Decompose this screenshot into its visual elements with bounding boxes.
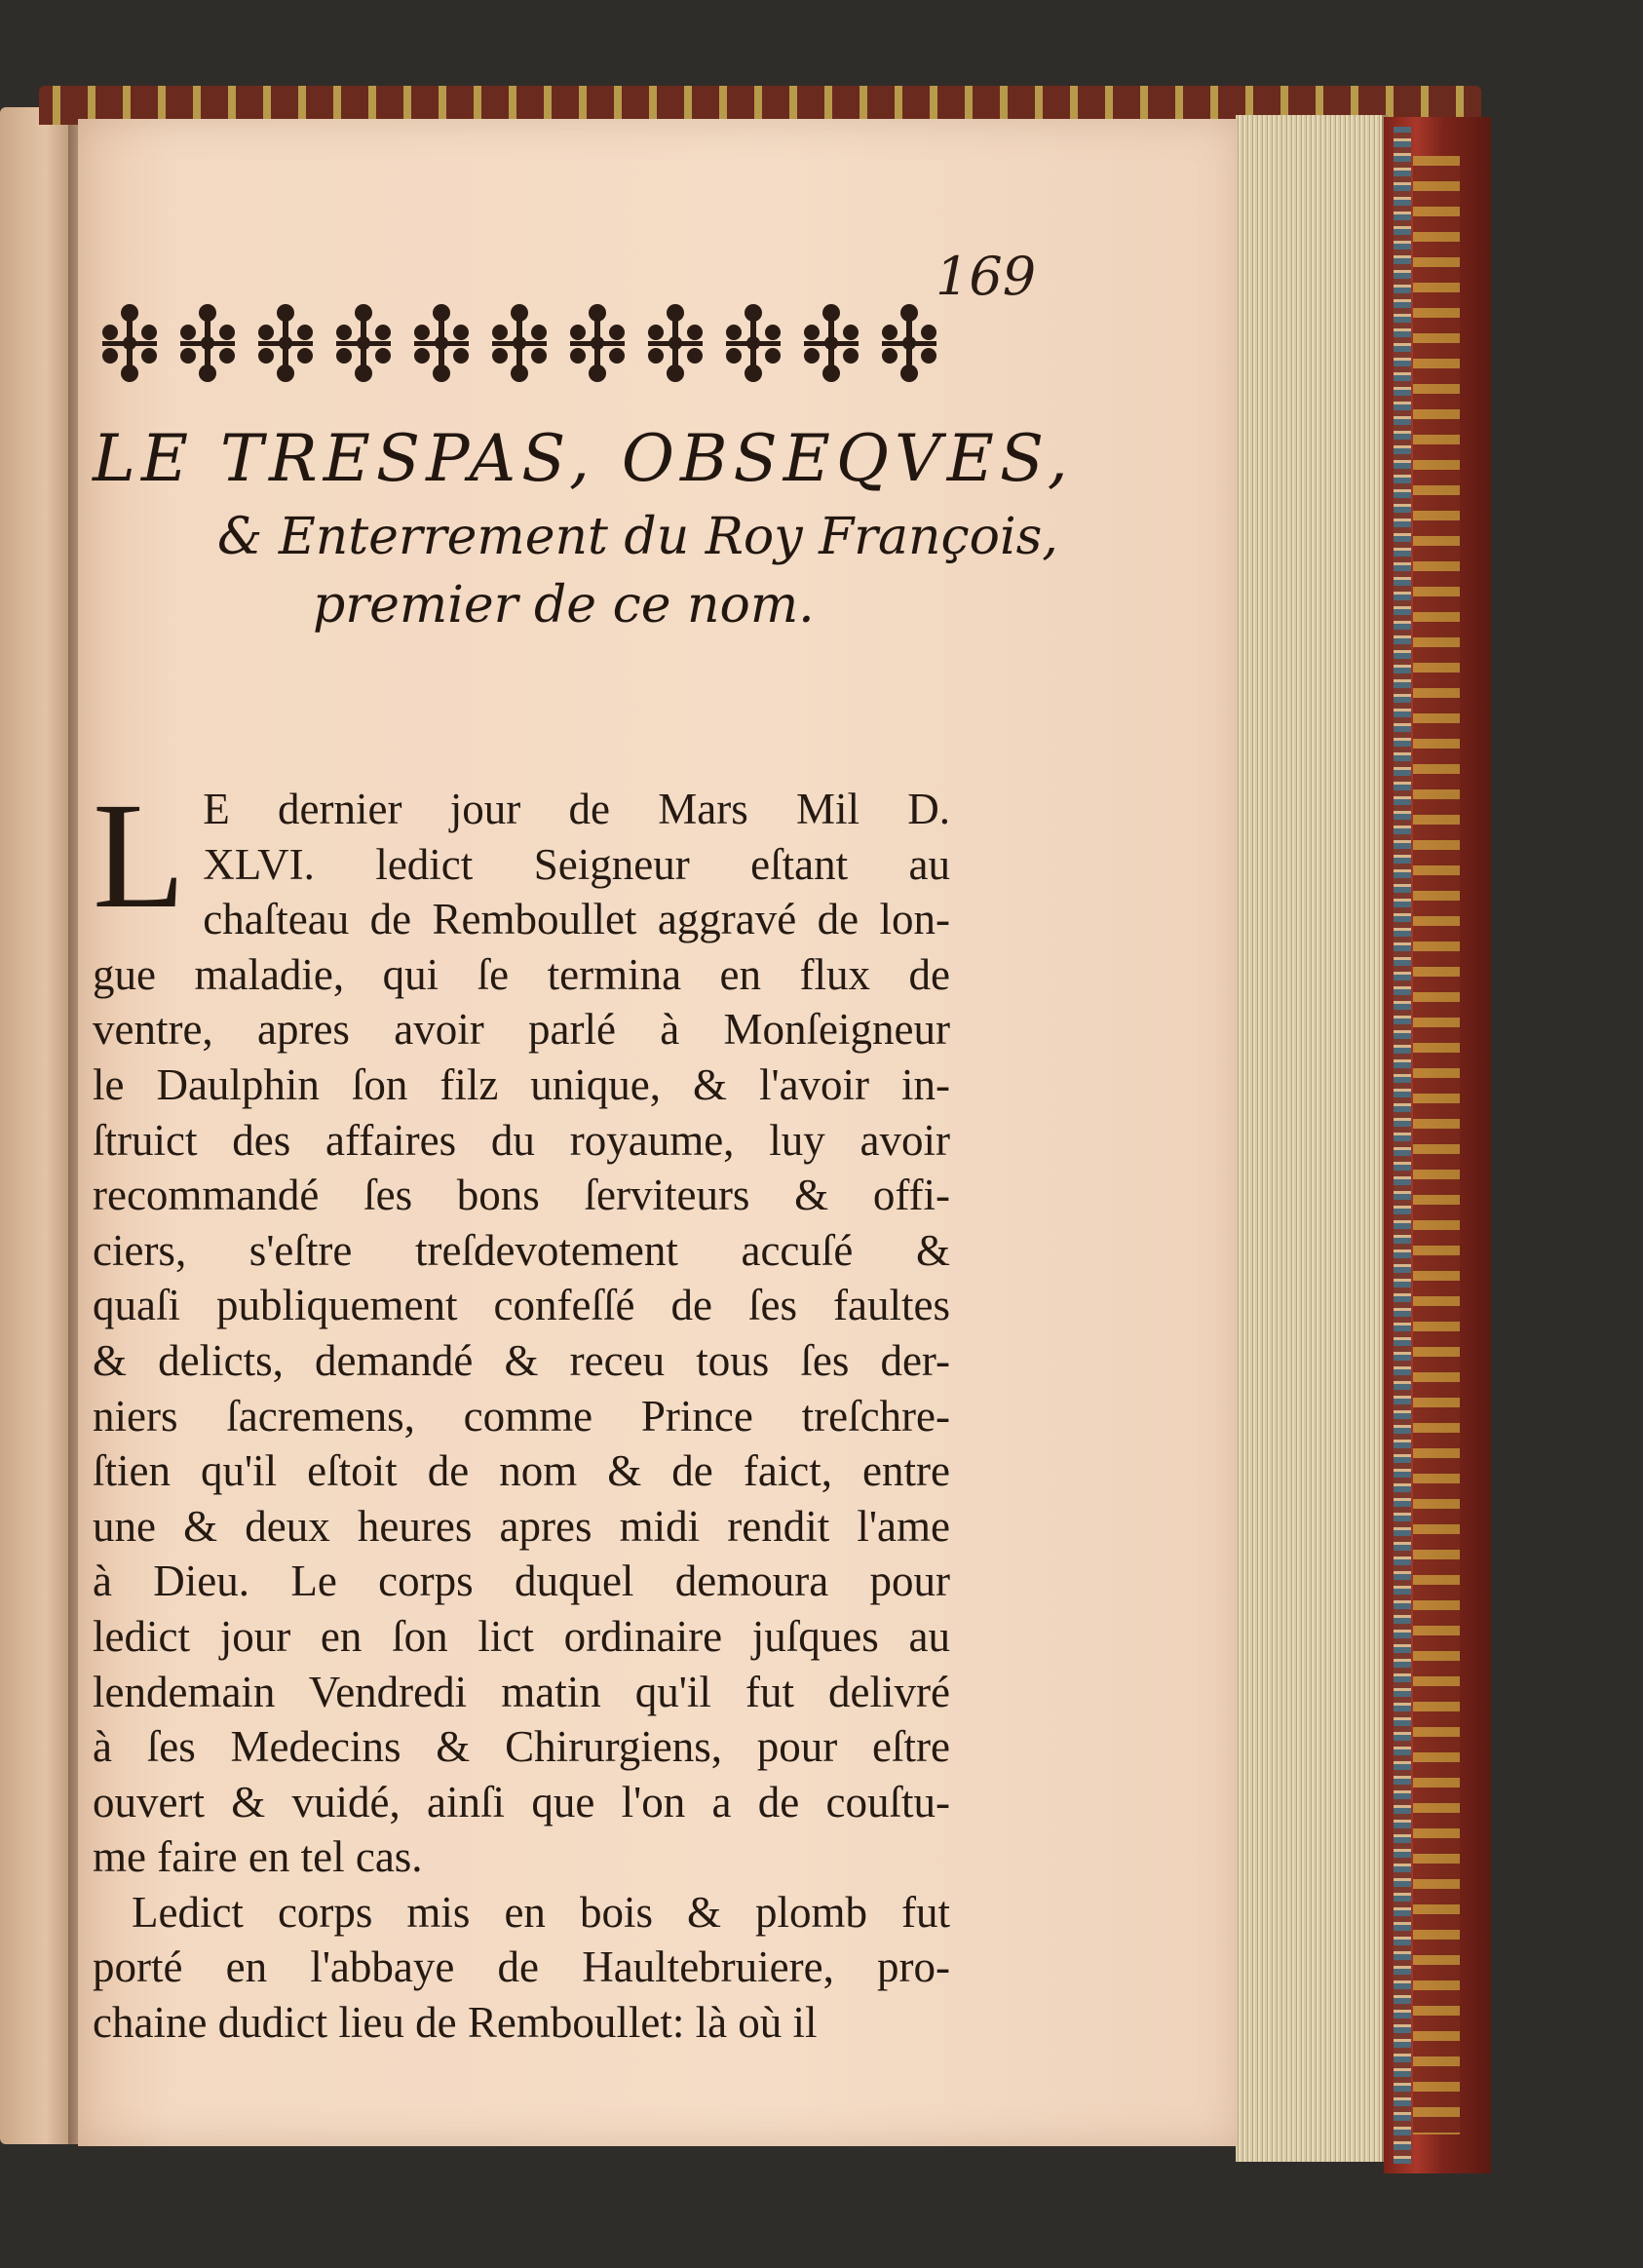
fleuron-icon <box>794 299 868 387</box>
fleuron-icon <box>404 299 478 387</box>
text-line: E dernier jour de Mars Mil D. <box>203 785 950 833</box>
text-line: ventre, apres avoir parlé à Monſeigneur <box>93 1005 950 1055</box>
fleuron-icon <box>560 299 634 387</box>
paragraph-2 <box>93 1885 950 2051</box>
text-line: Ledict corps mis en bois & plomb fut <box>132 1887 950 1937</box>
fleuron-icon <box>872 299 946 387</box>
text-line: le Daulphin ſon filz unique, & l'avoir in- <box>93 1059 950 1109</box>
text-line: & delicts, demandé & receu tous ſes der- <box>93 1335 950 1385</box>
text-line: à Dieu. Le corps duquel demoura pour <box>93 1557 950 1606</box>
paragraph-1 <box>93 771 950 1885</box>
text-line: ciers, s'eſtre treſdevotement accuſé & <box>93 1225 950 1275</box>
text-line: à ſes Medecins & Chirurgiens, pour eſtre <box>93 1722 950 1772</box>
fleuron-band <box>93 296 950 390</box>
text-line: me faire en tel cas. <box>93 1832 423 1882</box>
fleuron-icon <box>93 299 167 387</box>
text-line: gue maladie, qui ſe termina en flux de <box>93 949 950 999</box>
fleuron-icon <box>716 299 790 387</box>
text-line: une & deux heures apres midi rendit l'ame <box>93 1501 950 1551</box>
text-line: ſtruict des affaires du royaume, luy avoir <box>93 1115 950 1165</box>
fleuron-icon <box>482 299 556 387</box>
title-line-3: premier de ce nom. <box>313 576 815 634</box>
text-line: chaine dudict lieu de Remboullet: là où il <box>93 1998 818 2048</box>
body-text <box>93 771 950 2051</box>
text-line: ouvert & vuidé, ainſi que l'on a de couſtu- <box>93 1777 950 1826</box>
text-line: niers ſacremens, comme Prince treſchre- <box>93 1391 950 1441</box>
text-line: quaſi publiquement confeſſé de ſes faultes <box>93 1281 950 1330</box>
text-line: XLVI. ledict Seigneur eſtant au <box>203 839 950 889</box>
title-line-1: LE TRESPAS, OBSEQVES, <box>93 421 1074 496</box>
book-page <box>78 119 1238 2146</box>
text-line: chaſteau de Remboullet aggravé de lon- <box>203 895 950 944</box>
text-line: ledict jour en ſon lict ordinaire juſques au <box>93 1611 950 1661</box>
fore-edge-pages <box>1236 115 1388 2162</box>
title-line-2: & Enterrement du Roy François, <box>217 508 1058 566</box>
fleuron-icon <box>326 299 401 387</box>
text-line: lendemain Vendredi matin qu'il fut delivré <box>93 1667 950 1716</box>
fleuron-icon <box>248 299 323 387</box>
text-line: recommandé ſes bons ſerviteurs & offi- <box>93 1171 950 1220</box>
fleuron-icon <box>171 299 245 387</box>
page-number: 169 <box>936 246 1037 307</box>
fleuron-icon <box>638 299 712 387</box>
marbled-endpaper <box>1394 127 1411 2164</box>
text-line: ſtien qu'il eſtoit de nom & de faict, entre <box>93 1446 950 1496</box>
drop-cap: L <box>93 771 186 940</box>
gilt-border-ornament <box>1413 156 1460 2134</box>
text-line: porté en l'abbaye de Haultebruiere, pro- <box>93 1942 950 1992</box>
chapter-title <box>93 421 1074 634</box>
previous-page-edge <box>0 107 76 2144</box>
